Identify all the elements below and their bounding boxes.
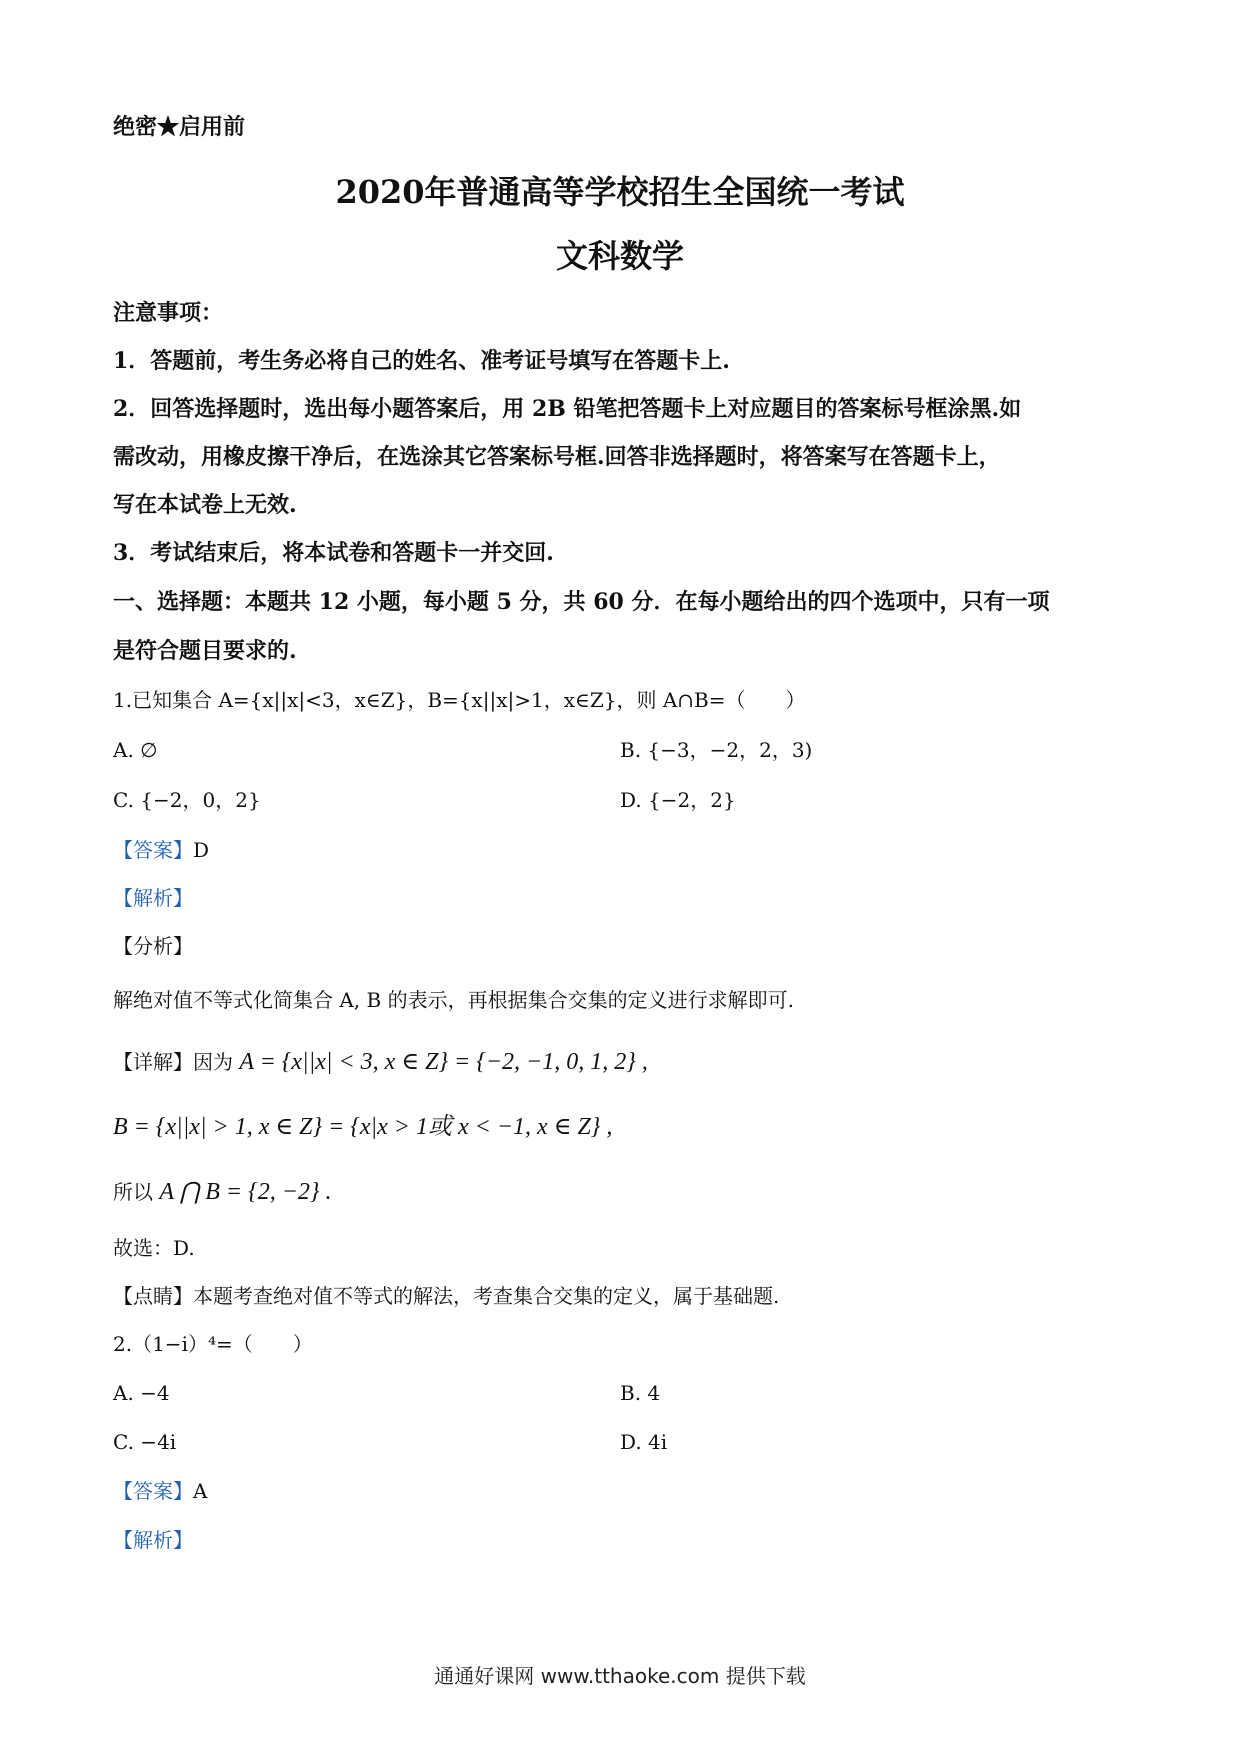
q1-answer-tag: 【答案】 [113, 838, 193, 862]
q2-stem: 2.（1−i）⁴=（ ） [113, 1332, 313, 1356]
q2-option-a: A. −4 [113, 1381, 170, 1405]
exam-title: 2020年普通高等学校招生全国统一考试 [335, 173, 905, 211]
q2-answer-row [113, 1481, 207, 1501]
q2-option-c: C. −4i [113, 1430, 177, 1454]
q1-comment-text: 本题考查绝对值不等式的解法，考查集合交集的定义，属于基础题. [193, 1284, 780, 1308]
q1-option-d: D. {−2，2} [620, 788, 736, 812]
q1-analysis-tag: 【解析】 [113, 886, 193, 910]
q1-detail-set-b: B = {x||x| > 1, x ∈ Z} = {x|x > 1或 x < −1, x ∈ Z} , [113, 1114, 613, 1140]
q1-fenxi-tag: 【分析】 [113, 934, 193, 958]
notice-item-3: 3．考试结束后，将本试卷和答题卡一并交回. [113, 540, 554, 566]
notice-item-2-line-3: 写在本试卷上无效. [113, 492, 297, 518]
q2-analysis-tag: 【解析】 [113, 1528, 193, 1552]
subject-title: 文科数学 [555, 237, 684, 275]
q1-detail-prefix-2: 所以 [113, 1180, 160, 1204]
q1-comment-tag: 【点睛】 [113, 1284, 193, 1308]
q1-stem: 1.已知集合 A={x||x|<3，x∈Z}，B={x||x|>1，x∈Z}，则 A∩B=（ ） [113, 688, 806, 712]
confidential-label: 绝密★启用前 [113, 114, 246, 140]
q2-answer-tag: 【答案】 [113, 1479, 193, 1503]
section-heading-line-2: 是符合题目要求的. [113, 638, 297, 664]
q1-detail-tag: 【详解】 [113, 1050, 193, 1074]
q2-option-d: D. 4i [620, 1430, 668, 1454]
section-heading-line-1: 一、选择题：本题共 12 小题，每小题 5 分，共 60 分．在每小题给出的四个选项中，只有一项 [113, 589, 1050, 615]
q2-option-b: B. 4 [620, 1381, 661, 1405]
q1-detail-intersection: A ⋂ B = {2, −2} . [159, 1179, 332, 1205]
q1-detail-set-a: A = {x||x| < 3, x ∈ Z} = {−2, −1, 0, 1, 2} , [239, 1049, 648, 1075]
q1-choice: 故选：D. [113, 1236, 195, 1260]
q1-answer-value: D [193, 838, 210, 862]
page-footer: 通通好课网 www.tthaoke.com 提供下载 [434, 1664, 806, 1688]
q1-detail-line-3 [113, 1180, 332, 1204]
q1-detail-line-2 [113, 1115, 612, 1139]
notice-heading: 注意事项： [113, 300, 224, 326]
q2-answer-value: A [193, 1479, 208, 1503]
notice-item-2-line-1: 2．回答选择题时，选出每小题答案后，用 2B 铅笔把答题卡上对应题目的答案标号框涂黑.如 [113, 396, 1022, 422]
q1-option-b: B. {−3，−2，2，3) [620, 738, 813, 762]
notice-item-2-line-2: 需改动，用橡皮擦干净后，在选涂其它答案标号框.回答非选择题时，将答案写在答题卡上， [113, 444, 1001, 470]
q1-detail-prefix: 因为 [193, 1050, 240, 1074]
q1-option-a: A. ∅ [113, 738, 158, 762]
q1-detail-line-1 [113, 1050, 648, 1074]
notice-item-1: 1．答题前，考生务必将自己的姓名、准考证号填写在答题卡上. [113, 348, 730, 374]
q1-option-c: C. {−2，0，2} [113, 788, 261, 812]
q1-fenxi-text: 解绝对值不等式化简集合 A, B 的表示，再根据集合交集的定义进行求解即可. [113, 988, 794, 1012]
q1-comment-row [113, 1286, 779, 1306]
q1-answer-row [113, 840, 209, 860]
